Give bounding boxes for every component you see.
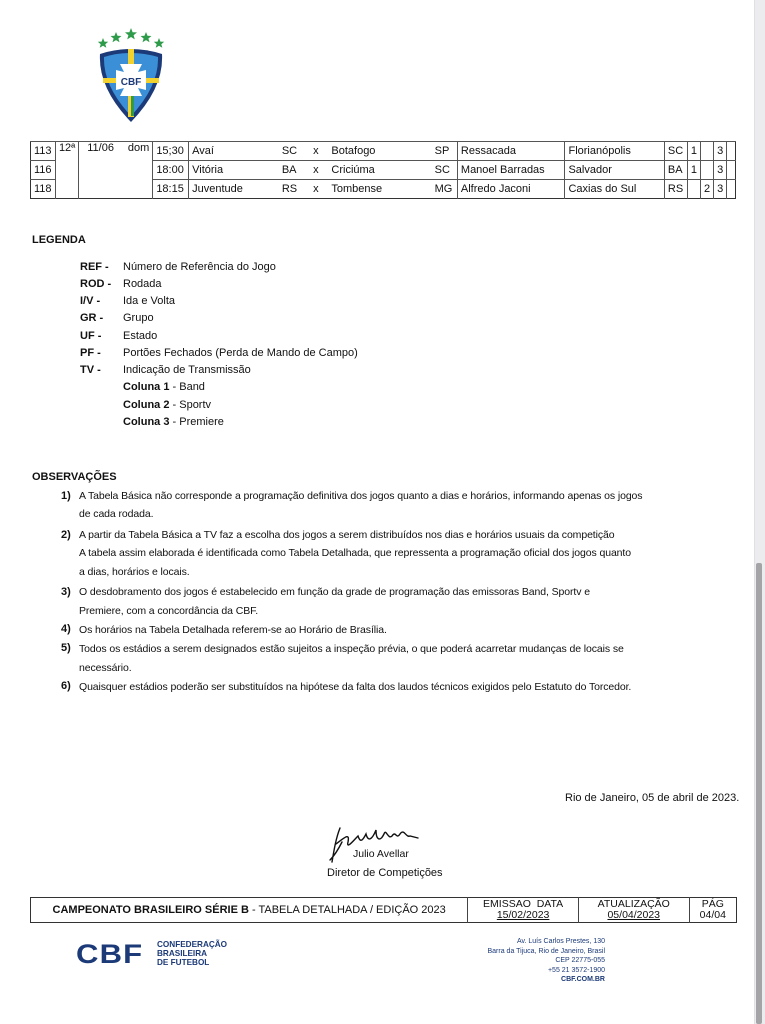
- tv2-cell: [700, 161, 713, 180]
- tv1-cell: 1: [687, 161, 700, 180]
- games-table: [30, 141, 736, 199]
- signer-title: Diretor de Competições: [327, 867, 443, 879]
- tv3-cell: 3: [714, 161, 727, 180]
- signer-name: Julio Avellar: [353, 848, 409, 860]
- legend-code: GR -: [80, 312, 104, 324]
- footer-title-rest: - TABELA DETALHADA / EDIÇÃO 2023: [248, 903, 446, 916]
- legend-column-sep: -: [169, 399, 180, 411]
- legend-column: [123, 381, 205, 393]
- legend-column-value: Sportv: [179, 399, 212, 411]
- weekday-cell: dom: [117, 142, 153, 199]
- legend-column-label: Coluna 2: [123, 399, 170, 411]
- home-uf-cell: RS: [279, 180, 304, 199]
- stadium-cell: Ressacada: [457, 142, 565, 161]
- cbf-name-line: DE FUTEBOL: [157, 958, 210, 967]
- address-line: Barra da Tijuca, Rio de Janeiro, Brasil: [487, 947, 605, 955]
- observation-line: A Tabela Básica não corresponde a programação definitiva dos jogos quanto a dias e horários, informando apenas os jogos: [79, 490, 643, 502]
- home-team-cell: Vitória: [189, 161, 279, 180]
- legend-code: TV -: [80, 364, 101, 376]
- cbf-name-line: BRASILEIRA: [157, 949, 208, 958]
- ref-cell: 118: [31, 180, 56, 199]
- observation-number: 6): [61, 680, 71, 692]
- observation-line: A partir da Tabela Básica a TV faz a escolha dos jogos a serem distribuídos nos dias e horários usuais da competição: [79, 529, 615, 541]
- legend-code: UF -: [80, 330, 102, 342]
- legend-code: ROD -: [80, 278, 112, 290]
- emission-date: 15/02/2023: [496, 909, 550, 921]
- tv2-cell: 2: [700, 180, 713, 199]
- legend-desc: Grupo: [123, 312, 154, 324]
- legend-column-value: Band: [179, 381, 205, 393]
- crest-text: CBF: [120, 77, 142, 88]
- footer-emission: [468, 898, 579, 923]
- legend-column-sep: -: [169, 416, 180, 428]
- scrollbar-thumb[interactable]: [756, 563, 762, 1024]
- legend-title: LEGENDA: [32, 234, 86, 246]
- round-cell: 12ª: [55, 142, 78, 199]
- observation-number: 1): [61, 490, 71, 502]
- tv3-cell: 3: [714, 180, 727, 199]
- place-date: Rio de Janeiro, 05 de abril de 2023.: [565, 792, 740, 804]
- footer-document-title: [31, 898, 468, 923]
- tv3-cell: 3: [714, 142, 727, 161]
- page-label: PÁG: [701, 898, 724, 910]
- legend-desc: Portões Fechados (Perda de Mando de Campo): [123, 347, 358, 359]
- legend-column: [123, 399, 211, 411]
- legend-code: REF -: [80, 261, 109, 273]
- away-team-cell: Botafogo: [328, 142, 431, 161]
- update-date: 05/04/2023: [607, 909, 661, 921]
- footer-info-table: [30, 897, 737, 923]
- cbf-name-line: CONFEDERAÇÃO: [157, 940, 228, 949]
- footer-update: [578, 898, 689, 923]
- city-uf-cell: RS: [664, 180, 687, 199]
- address-line: +55 21 3572-1900: [547, 966, 605, 974]
- observation-line: A tabela assim elaborada é identificada como Tabela Detalhada, que repressenta a programação oficial dos jogos quanto: [79, 547, 631, 559]
- ref-cell: 113: [31, 142, 56, 161]
- away-team-cell: Criciúma: [328, 161, 431, 180]
- city-uf-cell: SC: [664, 142, 687, 161]
- legend-desc: Estado: [123, 330, 158, 342]
- date-cell: 11/06: [79, 142, 117, 199]
- observation-number: 5): [61, 642, 71, 654]
- observation-number: 3): [61, 586, 71, 598]
- legend-column: [123, 416, 224, 428]
- time-cell: 15;30: [153, 142, 189, 161]
- home-team-cell: Avaí: [189, 142, 279, 161]
- observation-line: de cada rodada.: [79, 508, 154, 520]
- observation-line: Os horários na Tabela Detalhada referem-se ao Horário de Brasília.: [79, 624, 387, 636]
- emission-label: EMISSAO DATA: [483, 898, 564, 910]
- legend-column-label: Coluna 3: [123, 416, 170, 428]
- tv1-cell: [687, 180, 700, 199]
- city-cell: Caxias do Sul: [565, 180, 664, 199]
- time-cell: 18:15: [153, 180, 189, 199]
- legend-desc: Número de Referência do Jogo: [123, 261, 276, 273]
- page-value: 04/04: [699, 909, 726, 921]
- legend-code: I/V -: [80, 295, 101, 307]
- footer-page: [689, 898, 736, 923]
- versus-cell: x: [303, 161, 328, 180]
- observation-line: a dias, horários e locais.: [79, 566, 190, 578]
- tv1-cell: 1: [687, 142, 700, 161]
- legend-desc: Ida e Volta: [123, 295, 175, 307]
- city-uf-cell: BA: [664, 161, 687, 180]
- ref-cell: 116: [31, 161, 56, 180]
- legend-column-label: Coluna 1: [123, 381, 170, 393]
- cbf-full-name: [157, 940, 227, 967]
- cbf-logo: CBF: [76, 939, 144, 969]
- legend-desc: Indicação de Transmissão: [123, 364, 251, 376]
- stadium-cell: Manoel Barradas: [457, 161, 565, 180]
- legend-code: PF -: [80, 347, 101, 359]
- home-uf-cell: BA: [279, 161, 304, 180]
- observation-number: 2): [61, 529, 71, 541]
- cbf-address: [488, 937, 606, 985]
- cbf-crest-icon: [94, 28, 168, 124]
- observation-line: Premiere, com a concordância da CBF.: [79, 605, 259, 617]
- time-cell: 18:00: [153, 161, 189, 180]
- legend-column-sep: -: [169, 381, 180, 393]
- away-uf-cell: MG: [432, 180, 458, 199]
- home-team-cell: Juventude: [189, 180, 279, 199]
- observation-line: necessário.: [79, 662, 132, 674]
- legend-column-value: Premiere: [179, 416, 224, 428]
- observation-line: Quaisquer estádios poderão ser substituídos na hipótese da falta dos laudos técnicos exigidos pelo Estatuto do Torcedor.: [79, 681, 632, 693]
- observation-line: O desdobramento dos jogos é estabelecido em função da grade de programação das emissoras Band, Sportv e: [79, 586, 590, 598]
- extra-cell: [727, 142, 736, 161]
- address-line: Av. Luís Carlos Prestes, 130: [516, 938, 605, 945]
- versus-cell: x: [303, 180, 328, 199]
- away-uf-cell: SC: [432, 161, 458, 180]
- footer-title-bold: CAMPEONATO BRASILEIRO SÉRIE B: [52, 903, 249, 916]
- tv2-cell: [700, 142, 713, 161]
- away-uf-cell: SP: [432, 142, 458, 161]
- extra-cell: [727, 161, 736, 180]
- observation-line: Todos os estádios a serem designados estão sujeitos a inspeção prévia, o que poderá acarretar mudanças de locais se: [79, 643, 624, 655]
- legend-desc: Rodada: [123, 278, 162, 290]
- update-label: ATUALIZAÇÃO: [597, 898, 670, 910]
- home-uf-cell: SC: [279, 142, 304, 161]
- versus-cell: x: [303, 142, 328, 161]
- away-team-cell: Tombense: [328, 180, 431, 199]
- observation-number: 4): [61, 623, 71, 635]
- observations-title: OBSERVAÇÕES: [32, 471, 117, 483]
- table-row: [31, 142, 736, 161]
- city-cell: Salvador: [565, 161, 664, 180]
- website-link[interactable]: CBF.COM.BR: [561, 976, 605, 983]
- stadium-cell: Alfredo Jaconi: [457, 180, 565, 199]
- city-cell: Florianópolis: [565, 142, 664, 161]
- address-line: CEP 22775-055: [555, 957, 605, 964]
- extra-cell: [727, 180, 736, 199]
